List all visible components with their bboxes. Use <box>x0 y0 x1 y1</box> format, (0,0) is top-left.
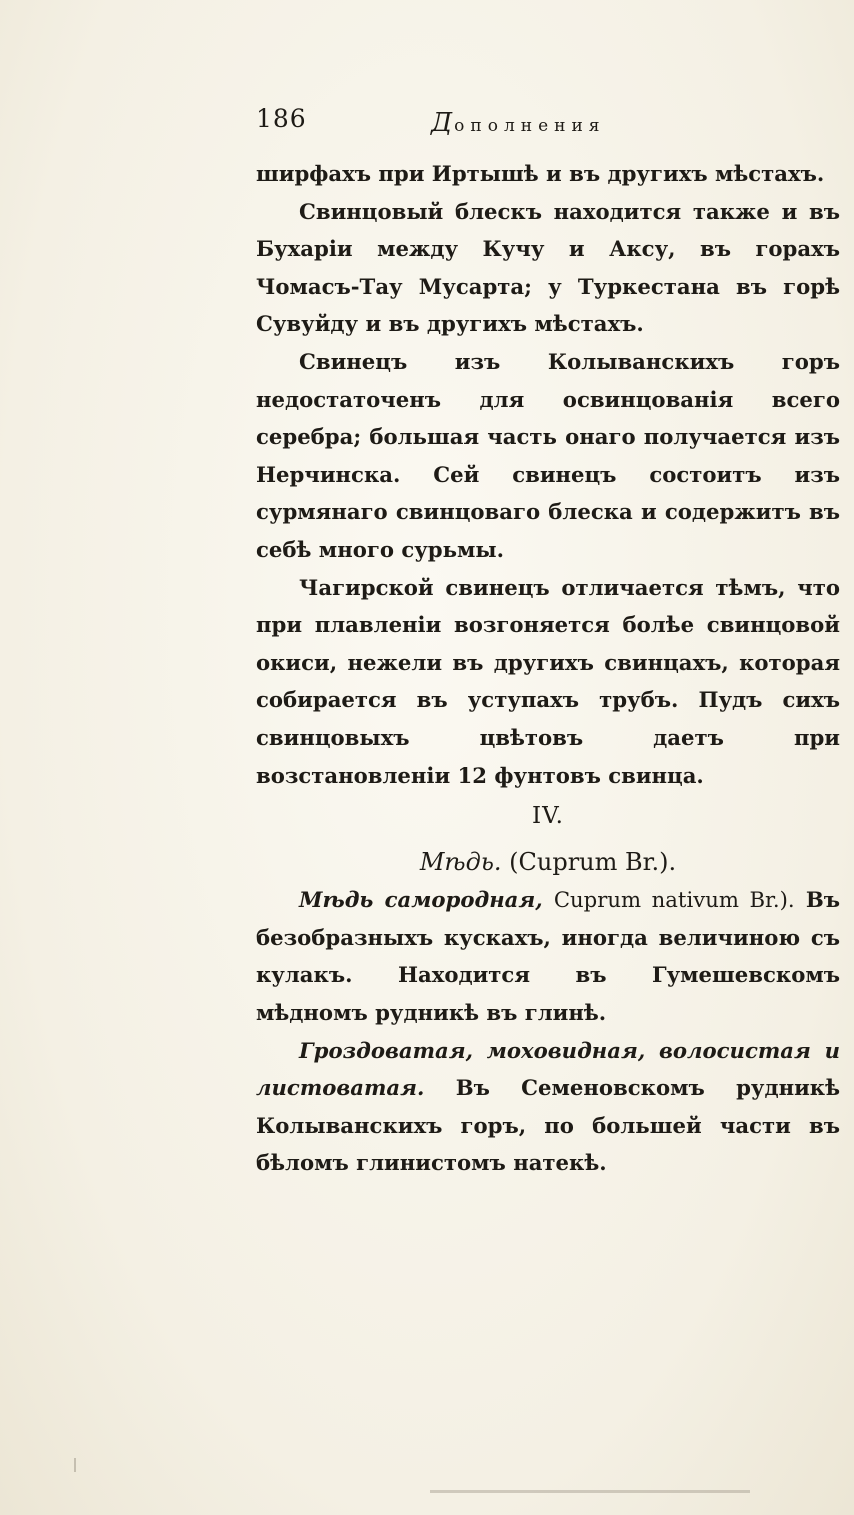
term-copper-forms: Гроздоватая, моховидная, волосистая и листоватая. <box>256 1037 840 1101</box>
paragraph-copper-forms <box>256 1032 840 1182</box>
text-native-copper: Въ безобразныхъ кускахъ, иногда величиною съ кулакъ. Находится въ Гумешевскомъ мѣдномъ рудникѣ въ глинѣ. <box>256 887 840 1026</box>
running-title-rest: ополнения <box>454 116 606 136</box>
page-number: 186 <box>256 104 307 133</box>
page-edge-mark <box>74 1458 76 1472</box>
page-edge-mark <box>430 1490 750 1493</box>
paragraph-lead-glance: Свинцовый блескъ находится также и въ Бухаріи между Кучу и Аксу, въ горахъ Чомасъ-Тау Мусарта; у Туркестана въ горѣ Сувуйду и въ другихъ мѣстахъ. <box>256 198 840 337</box>
paragraph-kolyvan-lead: Свинецъ изъ Колыванскихъ горъ недостаточенъ для освинцованія всего серебра; большая часть онаго получается изъ Нерчинска. Сей свинецъ состоитъ изъ сурмянаго свинцоваго блеска и содержитъ въ себѣ много сурьмы. <box>256 348 840 562</box>
paragraph-native-copper <box>256 881 840 1031</box>
section-title <box>256 844 840 882</box>
running-title <box>431 108 606 138</box>
section-title-russian: Мѣдь. <box>419 847 502 876</box>
page-body <box>256 155 840 1182</box>
text-copper-forms: Въ Семеновскомъ рудникѣ Колыванскихъ горъ, по большей части въ бѣломъ глинистомъ натекѣ. <box>256 1075 840 1176</box>
latin-name-native-copper: Cuprum nativum Br.). <box>553 887 795 913</box>
section-numeral: IV. <box>532 803 564 830</box>
section-title-latin: (Cuprum Br.). <box>509 847 677 876</box>
term-native-copper: Мѣдь самородная, <box>299 887 543 913</box>
paragraph-chagir-lead: Чагирской свинецъ отличается тѣмъ, что при плавленіи возгоняется болѣе свинцовой окиси, нежели въ другихъ свинцахъ, которая собирается въ уступахъ трубъ. Пудъ сихъ свинцовыхъ цвѣтовъ даетъ при возстановленіи 12 фунтовъ свинца. <box>256 574 840 788</box>
page-header <box>256 104 696 144</box>
paragraph-continuation: ширфахъ при Иртышѣ и въ другихъ мѣстахъ. <box>256 161 825 186</box>
running-title-initial: Д <box>431 108 455 138</box>
